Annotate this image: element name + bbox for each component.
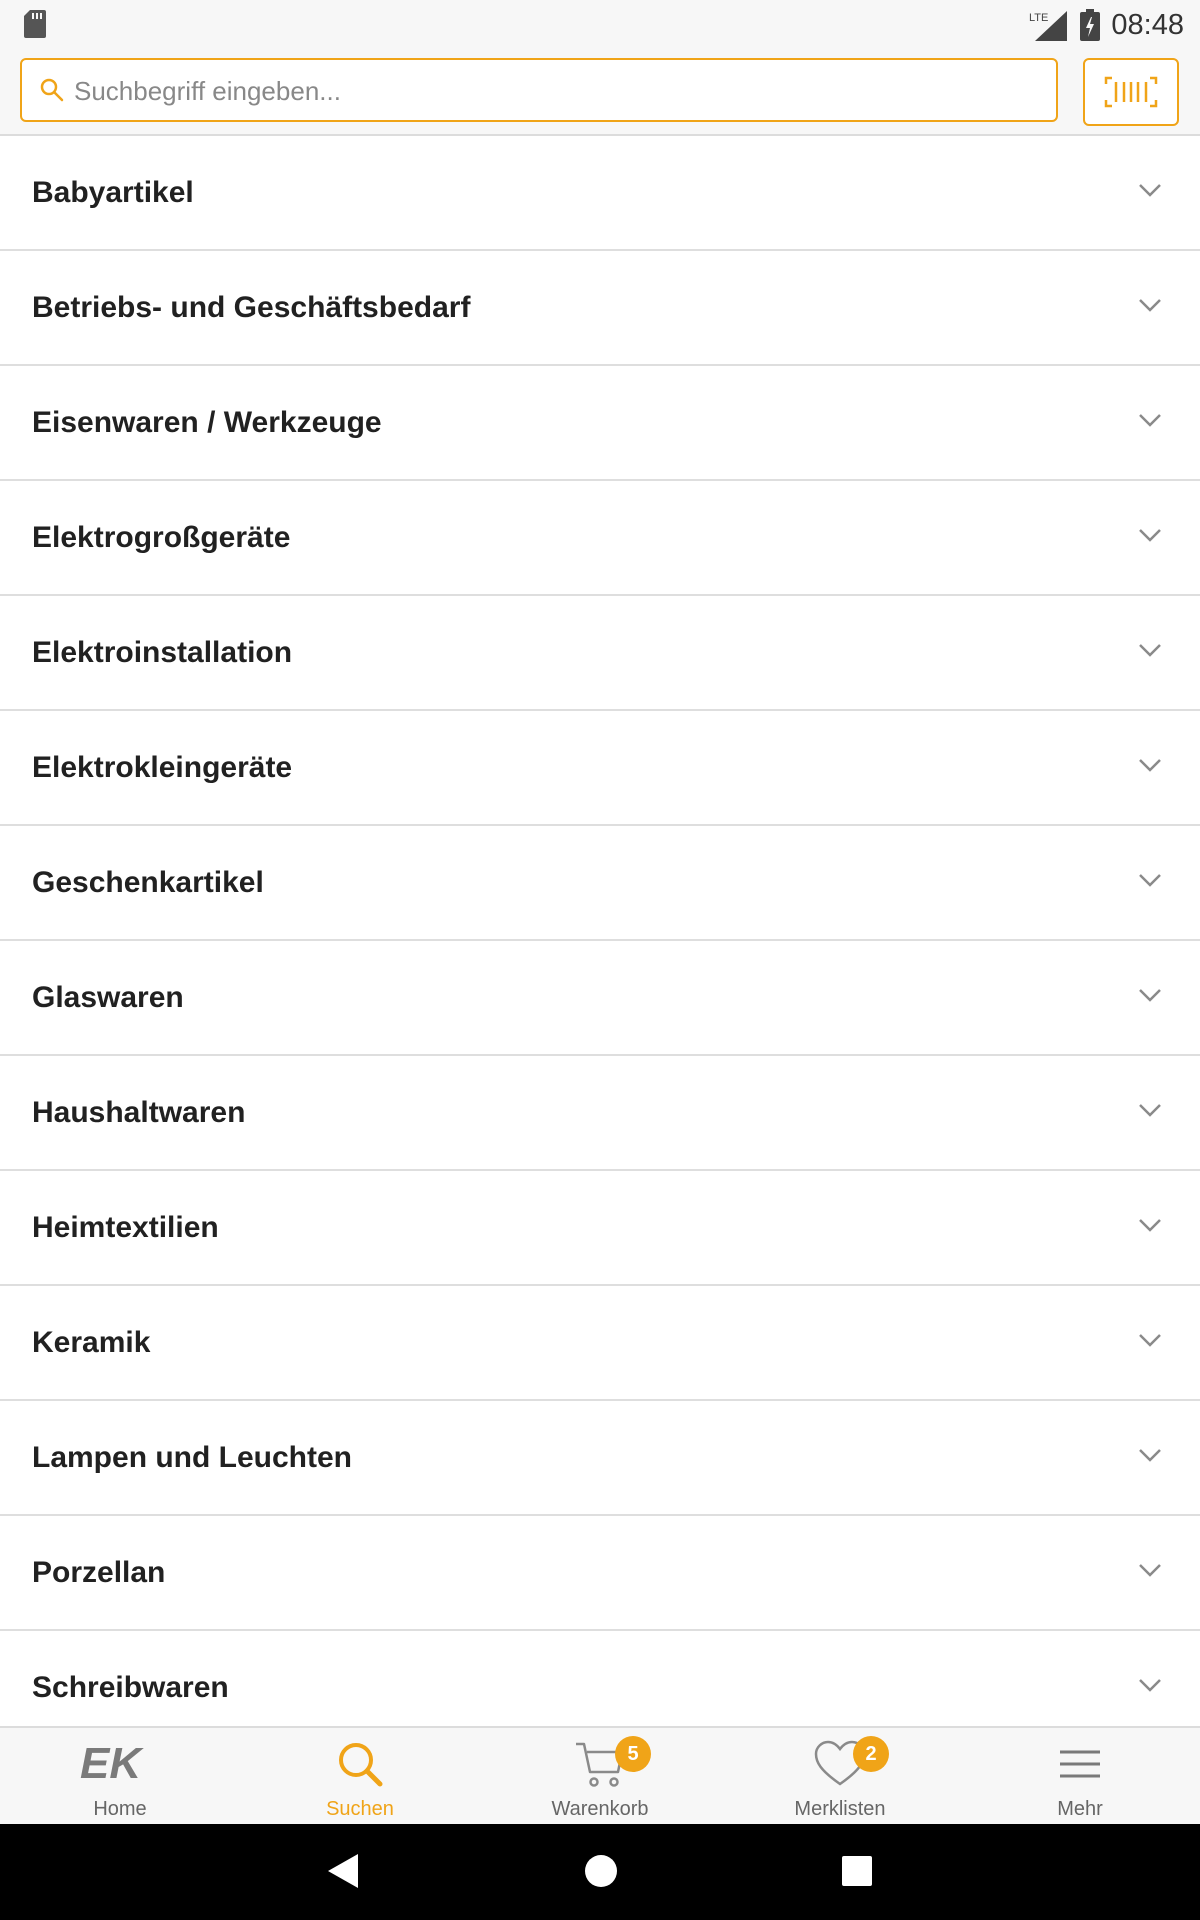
barcode-icon: [1104, 76, 1158, 108]
nav-cart[interactable]: [480, 1728, 720, 1826]
chevron-down-icon[interactable]: [1136, 751, 1164, 779]
battery-icon: [1079, 9, 1101, 41]
chevron-down-icon[interactable]: [1136, 1556, 1164, 1584]
nav-home[interactable]: [0, 1728, 240, 1826]
category-item[interactable]: [0, 481, 1200, 596]
category-label: Haushaltwaren: [32, 1096, 246, 1129]
chevron-down-icon[interactable]: [1136, 1096, 1164, 1124]
back-icon[interactable]: [326, 1852, 360, 1890]
ek-logo-icon: [78, 1738, 162, 1786]
cart-count-badge: 5: [615, 1736, 651, 1772]
nav-cart-label: Warenkorb: [551, 1798, 649, 1820]
status-time: 08:48: [1111, 8, 1184, 41]
system-navigation-bar: [0, 1824, 1200, 1920]
chevron-down-icon[interactable]: [1136, 521, 1164, 549]
chevron-down-icon[interactable]: [1136, 981, 1164, 1009]
nav-wishlist[interactable]: [720, 1728, 960, 1826]
category-item[interactable]: [0, 1286, 1200, 1401]
chevron-down-icon[interactable]: [1136, 291, 1164, 319]
chevron-down-icon[interactable]: [1136, 1211, 1164, 1239]
wishlist-count-badge: 2: [853, 1736, 889, 1772]
category-item[interactable]: [0, 1516, 1200, 1631]
chevron-down-icon[interactable]: [1136, 1441, 1164, 1469]
category-item[interactable]: [0, 136, 1200, 251]
category-label: Lampen und Leuchten: [32, 1441, 353, 1474]
search-icon: [38, 76, 66, 104]
category-label: Babyartikel: [32, 176, 194, 209]
category-label: Keramik: [32, 1326, 151, 1359]
network-type-label: LTE: [1029, 12, 1049, 24]
sd-card-icon: [24, 10, 46, 38]
category-item[interactable]: [0, 596, 1200, 711]
category-item[interactable]: [0, 826, 1200, 941]
search-box[interactable]: [20, 58, 1058, 122]
signal-icon: [1029, 9, 1069, 41]
chevron-down-icon[interactable]: [1136, 1326, 1164, 1354]
search-icon: [334, 1738, 386, 1790]
category-label: Betriebs- und Geschäftsbedarf: [32, 291, 471, 324]
chevron-down-icon[interactable]: [1136, 636, 1164, 664]
category-label: Schreibwaren: [32, 1671, 229, 1704]
category-label: Porzellan: [32, 1556, 166, 1589]
category-item[interactable]: [0, 366, 1200, 481]
nav-more[interactable]: [960, 1728, 1200, 1826]
chevron-down-icon[interactable]: [1136, 406, 1164, 434]
category-item[interactable]: [0, 711, 1200, 826]
chevron-down-icon[interactable]: [1136, 866, 1164, 894]
category-label: Elektrokleingeräte: [32, 751, 293, 784]
barcode-scan-button[interactable]: [1083, 58, 1179, 126]
nav-search[interactable]: [240, 1728, 480, 1826]
nav-search-label: Suchen: [326, 1798, 394, 1820]
category-item[interactable]: [0, 941, 1200, 1056]
nav-home-label: Home: [93, 1798, 147, 1820]
category-label: Elektroinstallation: [32, 636, 293, 669]
bottom-navigation: [0, 1726, 1200, 1826]
category-label: Geschenkartikel: [32, 866, 264, 899]
search-bar-area: [0, 50, 1200, 136]
recents-icon[interactable]: [840, 1852, 874, 1890]
category-label: Elektrogroßgeräte: [32, 521, 291, 554]
category-item[interactable]: [0, 1056, 1200, 1171]
menu-icon: [1056, 1738, 1104, 1790]
chevron-down-icon[interactable]: [1136, 176, 1164, 204]
chevron-down-icon[interactable]: [1136, 1671, 1164, 1699]
category-list: [0, 136, 1200, 1744]
category-item[interactable]: [0, 1171, 1200, 1286]
home-circle-icon[interactable]: [584, 1852, 618, 1890]
category-label: Eisenwaren / Werkzeuge: [32, 406, 382, 439]
status-bar: [0, 0, 1200, 50]
ek-logo-text: EK: [80, 1739, 142, 1786]
category-label: Glaswaren: [32, 981, 184, 1014]
search-input[interactable]: [72, 60, 1036, 122]
category-item[interactable]: [0, 1401, 1200, 1516]
nav-more-label: Mehr: [1057, 1798, 1103, 1820]
category-label: Heimtextilien: [32, 1211, 219, 1244]
category-item[interactable]: [0, 251, 1200, 366]
nav-wishlist-label: Merklisten: [794, 1798, 886, 1820]
